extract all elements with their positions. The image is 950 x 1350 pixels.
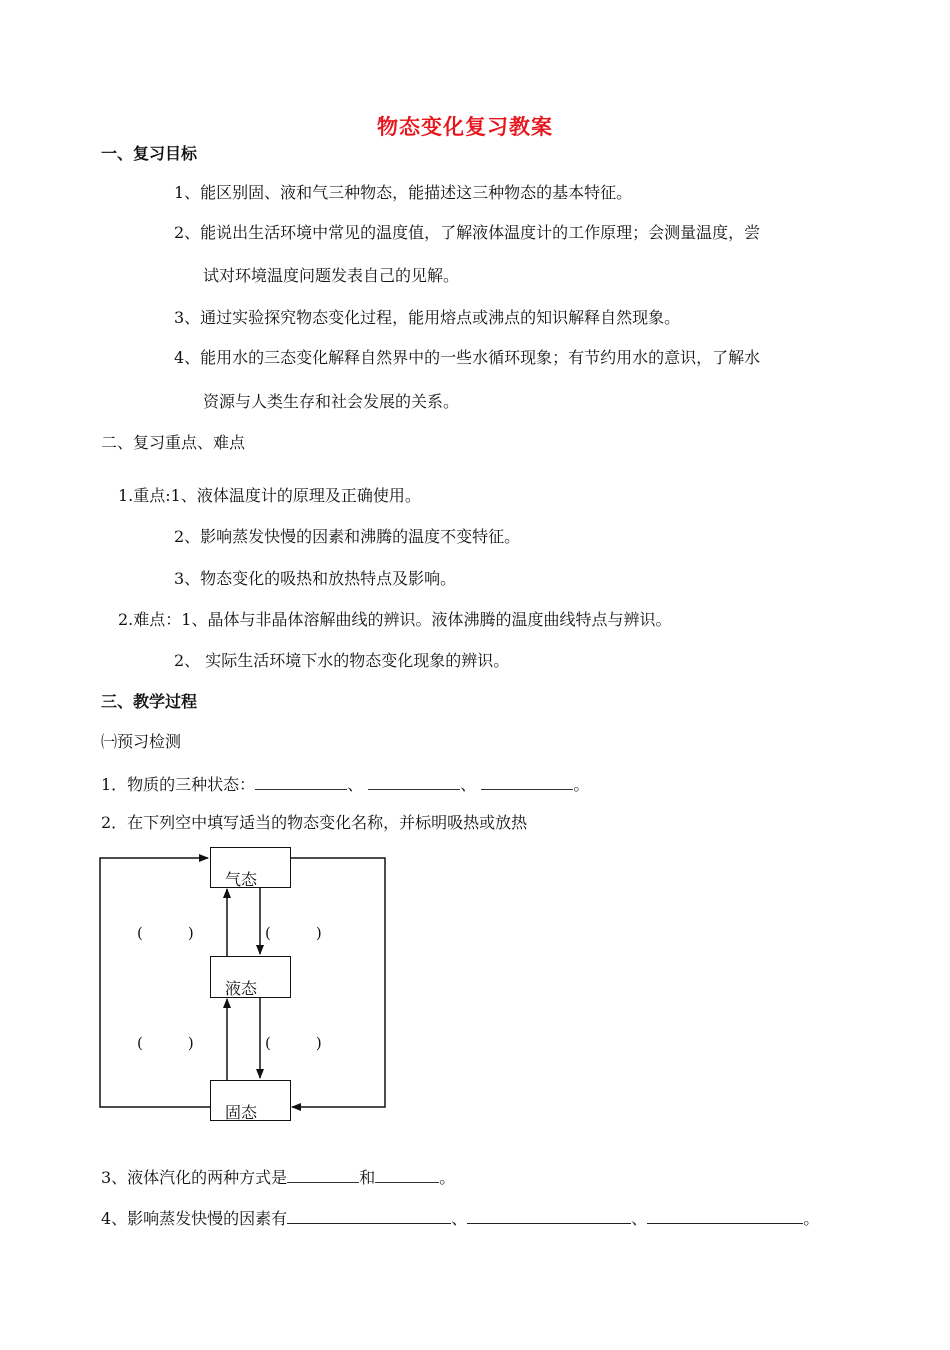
- objective-4-line-1: 4、能用水的三态变化解释自然界中的一些水循环现象；有节约用水的意识，了解水: [174, 348, 761, 367]
- question-1-text: 1．物质的三种状态：: [101, 775, 256, 794]
- objective-2-line-2: 试对环境温度问题发表自己的见解。: [203, 266, 460, 285]
- arrow-gas-to-solid: [290, 858, 385, 1107]
- section-2-heading: 二、复习重点、难点: [101, 433, 246, 452]
- end-mark: 。: [573, 775, 590, 794]
- blank-liquid-to-solid[interactable]: ( ): [265, 1034, 322, 1052]
- answer-blank[interactable]: [287, 1209, 451, 1224]
- answer-blank[interactable]: [287, 1168, 359, 1183]
- end-mark: 。: [439, 1168, 456, 1187]
- solid-state-label: 固态: [225, 1103, 258, 1122]
- end-mark: 。: [803, 1209, 820, 1228]
- solid-state-box: [210, 1080, 291, 1121]
- gas-state-label: 气态: [225, 870, 258, 889]
- key-point-1: 1.重点:1、液体温度计的原理及正确使用。: [118, 486, 421, 505]
- section-3-heading: 三、教学过程: [101, 692, 198, 711]
- blank-liquid-to-gas[interactable]: ( ): [137, 924, 194, 942]
- question-4: [101, 1209, 819, 1227]
- objective-4-line-2: 资源与人类生存和社会发展的关系。: [203, 392, 460, 411]
- separator: 、: [631, 1209, 648, 1228]
- separator: 、: [451, 1209, 468, 1228]
- page-title: 物态变化复习教案: [377, 114, 553, 139]
- answer-blank[interactable]: [647, 1209, 803, 1224]
- difficulty-2: 2、 实际生活环境下水的物态变化现象的辨识。: [174, 651, 510, 670]
- liquid-state-label: 液态: [225, 979, 258, 998]
- question-3: [101, 1168, 455, 1186]
- gas-state-box: [210, 847, 291, 888]
- answer-blank[interactable]: [467, 1209, 631, 1224]
- liquid-state-box: [210, 956, 291, 998]
- key-point-3: 3、物态变化的吸热和放热特点及影响。: [174, 569, 457, 588]
- difficulty-1: 2.难点：1、晶体与非晶体溶解曲线的辨识。液体沸腾的温度曲线特点与辨识。: [118, 610, 672, 629]
- separator: 、: [347, 775, 364, 794]
- objective-3: 3、通过实验探究物态变化过程，能用熔点或沸点的知识解释自然现象。: [174, 308, 681, 327]
- and-word: 和: [359, 1168, 376, 1187]
- subsection-preview: ㈠预习检测: [101, 732, 182, 751]
- section-1-heading: 一、复习目标: [101, 144, 198, 163]
- blank-gas-to-liquid[interactable]: ( ): [265, 924, 322, 942]
- question-2: 2．在下列空中填写适当的物态变化名称，并标明吸热或放热: [101, 813, 528, 832]
- objective-1: 1、能区别固、液和气三种物态，能描述这三种物态的基本特征。: [174, 183, 633, 202]
- objective-2-line-1: 2、能说出生活环境中常见的温度值，了解液体温度计的工作原理；会测量温度，尝: [174, 223, 761, 242]
- arrow-solid-to-gas: [100, 858, 210, 1107]
- question-4-text: 4、影响蒸发快慢的因素有: [101, 1209, 288, 1228]
- separator: 、: [460, 775, 477, 794]
- blank-solid-to-liquid[interactable]: ( ): [137, 1034, 194, 1052]
- answer-blank[interactable]: [375, 1168, 439, 1183]
- key-point-2: 2、影响蒸发快慢的因素和沸腾的温度不变特征。: [174, 527, 521, 546]
- question-3-text: 3、液体汽化的两种方式是: [101, 1168, 288, 1187]
